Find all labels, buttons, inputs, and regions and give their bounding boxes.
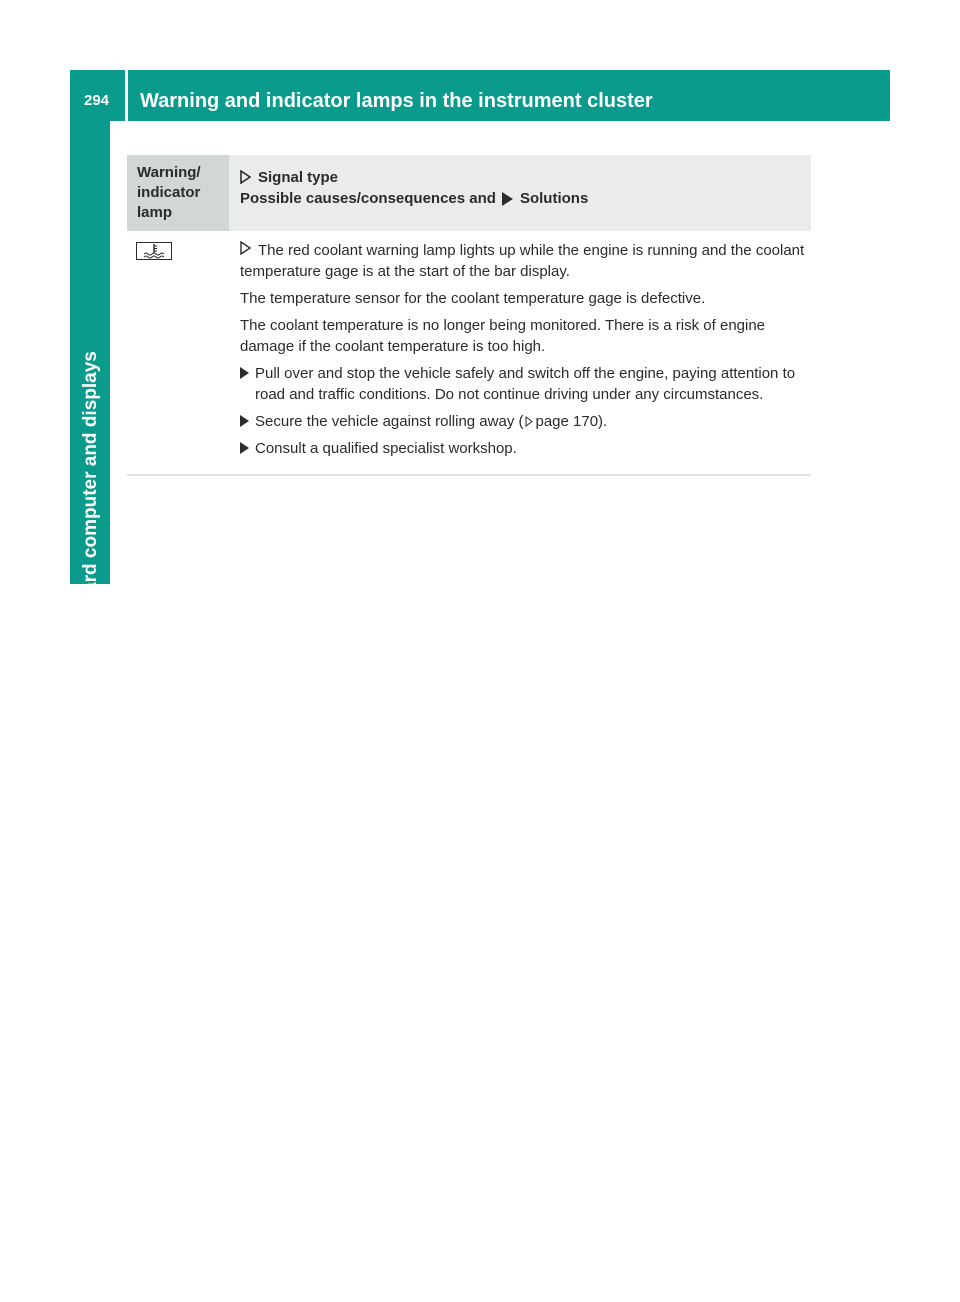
signal-text: The red coolant warning lamp lights up while the engine is running and the coolant temperature gage is at the start of the bar display.	[240, 242, 805, 280]
description-cell	[229, 231, 811, 465]
header-signal-label: Signal type	[258, 168, 339, 186]
signal-description	[240, 240, 811, 282]
page-reference-icon	[525, 416, 533, 427]
header-causes-label: Possible causes/consequences and	[240, 190, 496, 207]
signal-type-icon	[240, 170, 251, 184]
table-row	[127, 231, 811, 476]
solution-step	[240, 363, 811, 405]
header-causes-row	[240, 190, 811, 207]
step-text-2a: Secure the vehicle against rolling away (	[255, 413, 524, 430]
warning-lamp-table	[127, 155, 811, 476]
header-solutions-label: Solutions	[519, 190, 589, 207]
step-text-2	[255, 411, 607, 432]
solution-arrow-icon	[240, 363, 255, 405]
solution-arrow-icon	[240, 411, 255, 432]
lamp-cell	[127, 231, 229, 465]
header-lamp-label: Warning/ indicator lamp	[137, 164, 201, 221]
header-lamp-column	[127, 155, 229, 231]
header-main-column	[229, 155, 811, 231]
chapter-side-tab	[70, 121, 110, 649]
solution-step	[240, 411, 811, 432]
coolant-temperature-icon	[136, 242, 172, 260]
solution-step	[240, 438, 811, 459]
chapter-label: On-board computer and displays	[80, 351, 101, 649]
cause-text-2: The coolant temperature is no longer being monitored. There is a risk of engine damage if the coolant temperature is too high.	[240, 317, 766, 355]
cause-text-1: The temperature sensor for the coolant temperature gage is defective.	[240, 290, 706, 307]
page-title: Warning and indicator lamps in the instrument cluster	[140, 90, 653, 112]
step-text-1: Pull over and stop the vehicle safely and switch off the engine, paying attention to road and traffic conditions. Do not continue driving under any circumstances.	[255, 365, 796, 403]
solution-arrow-icon	[240, 438, 255, 459]
solution-arrow-icon	[502, 192, 513, 206]
page-number: 294	[84, 92, 110, 109]
signal-type-icon	[240, 241, 251, 255]
step-text-3: Consult a qualified specialist workshop.	[255, 440, 517, 457]
table-header	[127, 155, 811, 231]
header-signal-row	[240, 164, 811, 190]
header-divider	[125, 70, 128, 121]
page-header	[70, 70, 890, 121]
chapter-label-wrapper	[80, 351, 102, 649]
page-reference-link[interactable]: page 170).	[535, 413, 608, 430]
